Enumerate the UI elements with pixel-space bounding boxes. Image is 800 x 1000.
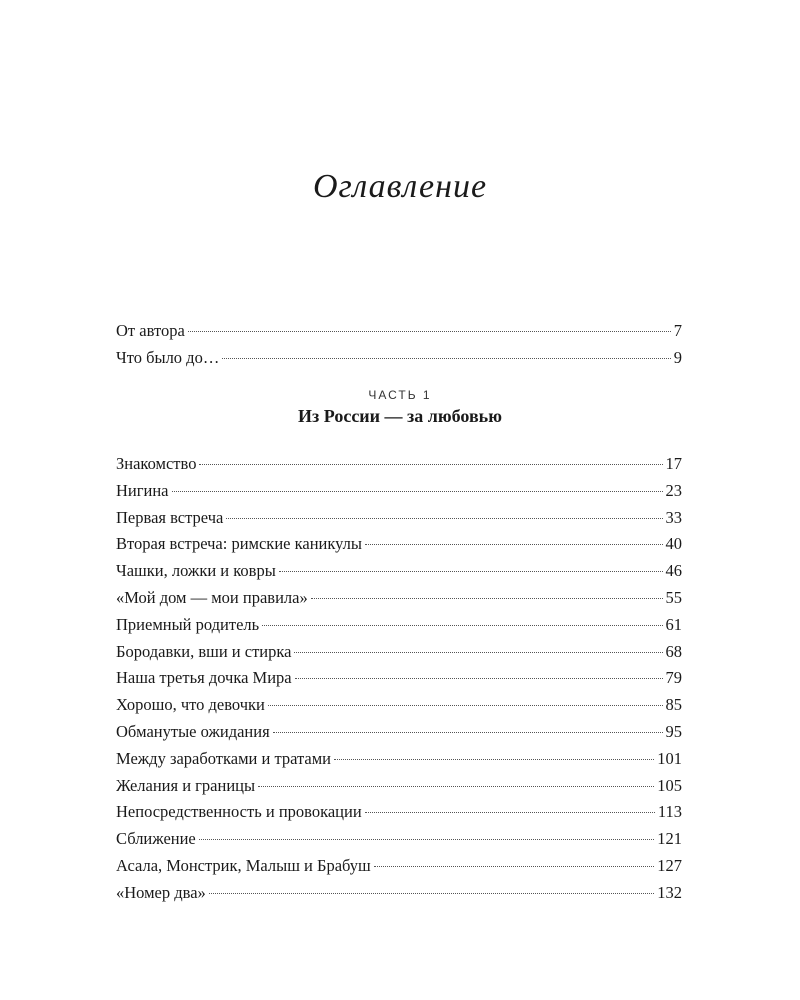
toc-entry-page: 40	[665, 534, 682, 554]
toc-leader-dots	[365, 812, 655, 813]
toc-entry-page: 85	[665, 695, 682, 715]
toc-entry-page: 55	[665, 587, 682, 607]
toc-entry[interactable]	[116, 692, 682, 719]
toc-entry-title: Нигина	[116, 480, 169, 500]
toc-entry-page: 46	[665, 561, 682, 581]
toc-entry[interactable]	[116, 665, 682, 692]
toc-entry-page: 121	[657, 829, 682, 849]
toc-leader-dots	[199, 839, 655, 840]
toc-entry-title: Бородавки, вши и стирка	[116, 641, 292, 661]
part-title[interactable]: Из России — за любовью	[298, 406, 502, 426]
toc-entry-page: 79	[665, 668, 682, 688]
toc-entry[interactable]	[116, 826, 682, 853]
toc-entry-title: Знакомство	[116, 454, 197, 473]
toc-entry-title: Приемный родитель	[116, 614, 260, 634]
toc-leader-dots	[268, 705, 663, 706]
toc-leader-dots	[188, 331, 671, 332]
page-title: Оглавление	[312, 168, 488, 205]
toc-leader-dots	[311, 598, 663, 599]
toc-entry[interactable]	[116, 773, 682, 800]
toc-entry-page: 7	[673, 321, 682, 340]
toc-entry[interactable]	[116, 345, 682, 372]
toc-entry-title: Что было до…	[116, 347, 220, 367]
toc-leader-dots	[294, 652, 662, 653]
toc-entry[interactable]	[116, 880, 682, 907]
toc-entry-page: 61	[665, 614, 682, 634]
toc-entry[interactable]	[116, 531, 682, 558]
toc-entry-title: Желания и границы	[116, 775, 256, 795]
toc-entry-title: Между заработками и тратами	[116, 748, 332, 768]
toc-leader-dots	[226, 518, 662, 519]
toc-leader-dots	[209, 893, 654, 894]
toc-leader-dots	[295, 678, 663, 679]
toc-entry[interactable]	[116, 505, 682, 532]
toc-leader-dots	[279, 571, 663, 572]
toc-entry-page: 33	[665, 507, 682, 527]
toc-entry[interactable]	[116, 719, 682, 746]
toc-entry-page: 9	[673, 347, 682, 367]
toc-entry-page: 23	[665, 480, 682, 500]
toc-entry-title: Хорошо, что девочки	[116, 695, 265, 715]
toc-entry-page: 101	[657, 748, 682, 768]
toc-leader-dots	[199, 464, 662, 465]
toc-entry-title: Первая встреча	[116, 507, 224, 527]
toc-entry[interactable]	[116, 639, 682, 666]
part-label: ЧАСТЬ 1	[368, 388, 432, 402]
toc-entry-title: «Мой дом — мои правила»	[116, 587, 308, 607]
toc-leader-dots	[334, 759, 654, 760]
toc-entry-title: Непосредственность и провокации	[116, 802, 362, 822]
toc-leader-dots	[222, 358, 670, 359]
toc-entry-title: Наша третья дочка Мира	[116, 668, 292, 688]
toc-entry-title: Сближение	[116, 829, 196, 849]
toc-leader-dots	[258, 786, 654, 787]
toc-entry-page: 68	[665, 641, 682, 661]
toc-entry[interactable]	[116, 853, 682, 880]
toc-entry-page: 17	[665, 454, 682, 473]
toc-entry-page: 105	[657, 775, 682, 795]
toc-leader-dots	[262, 625, 662, 626]
toc-leader-dots	[365, 544, 663, 545]
toc-leader-dots	[172, 491, 663, 492]
toc-leader-dots	[273, 732, 663, 733]
toc-entry[interactable]	[116, 558, 682, 585]
toc-intro-list	[116, 318, 682, 372]
toc-entry[interactable]	[116, 585, 682, 612]
toc-entry[interactable]	[116, 612, 682, 639]
toc-leader-dots	[374, 866, 655, 867]
toc-entry-title: Асала, Монстрик, Малыш и Брабуш	[116, 855, 371, 875]
toc-entry-title: Чашки, ложки и ковры	[116, 561, 276, 581]
toc-part1-list	[116, 451, 682, 907]
toc-entry-page: 95	[665, 721, 682, 741]
toc-entry-title: «Номер два»	[116, 882, 206, 902]
toc-entry-page: 127	[657, 855, 682, 875]
toc-entry-title: Обманутые ожидания	[116, 721, 270, 741]
toc-entry[interactable]	[116, 318, 682, 345]
toc-entry-title: Вторая встреча: римские каникулы	[116, 534, 362, 554]
toc-entry-title: От автора	[116, 321, 185, 340]
toc-entry-page: 132	[657, 882, 682, 902]
toc-entry[interactable]	[116, 746, 682, 773]
toc-entry[interactable]	[116, 478, 682, 505]
toc-entry[interactable]	[116, 451, 682, 478]
toc-entry[interactable]	[116, 799, 682, 826]
toc-entry-page: 113	[657, 802, 682, 822]
